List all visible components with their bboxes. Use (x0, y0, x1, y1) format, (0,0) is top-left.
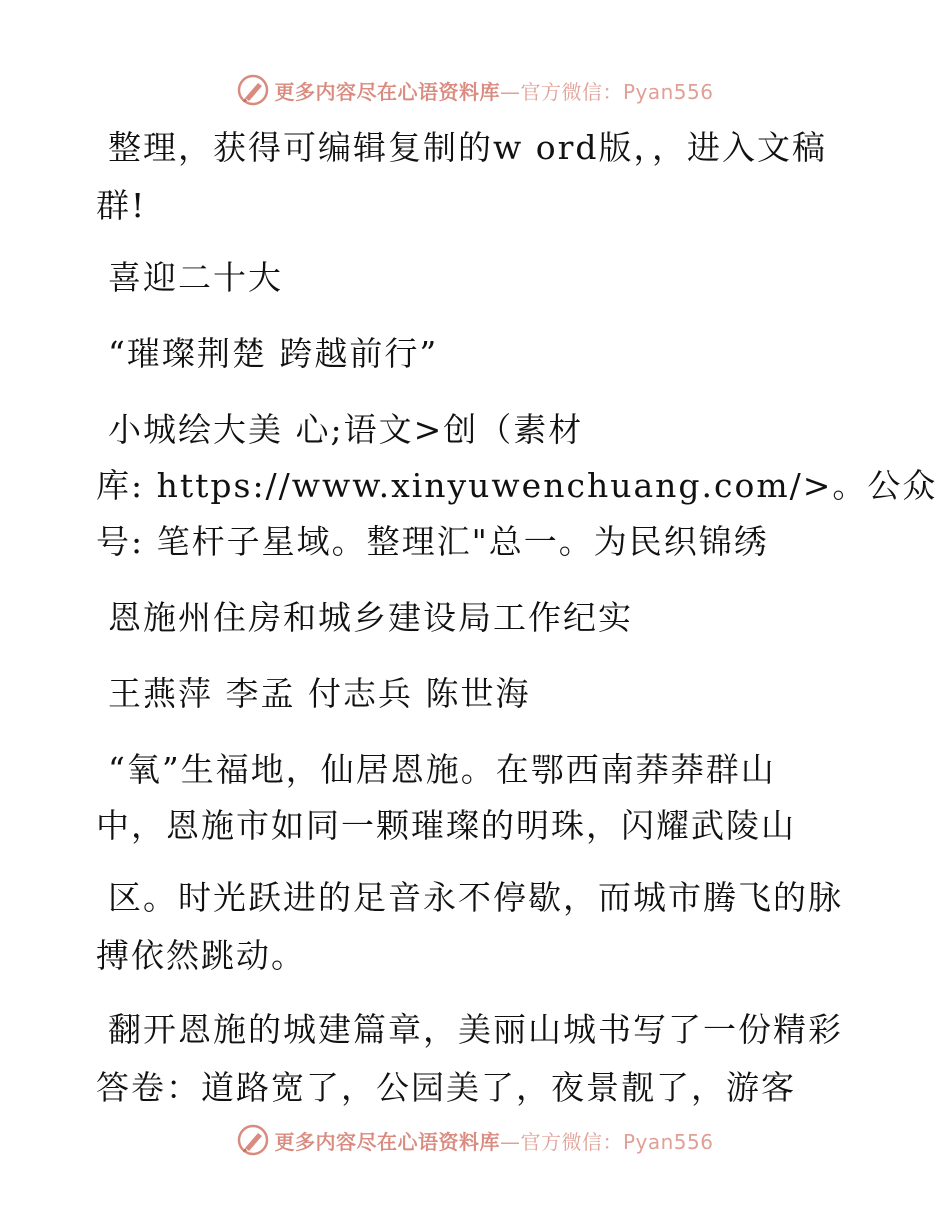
heading-line: “璀璨荆楚 跨越前行” (108, 334, 439, 373)
text-line: 整理，获得可编辑复制的w ord版，，进入文稿 (108, 128, 828, 167)
text-line: 号: 笔杆子星域。整理汇"总一。为民织锦绣 (96, 522, 769, 561)
watermark-footer (0, 1120, 950, 1160)
text-line: “氧”生福地，仙居恩施。在鄂西南莽莽群山 (108, 750, 776, 789)
text-line: 中，恩施市如同一颗璀璨的明珠，闪耀武陵山 (96, 806, 796, 845)
text-line: 小城绘大美 心;语文>创（素材 (108, 410, 584, 449)
pen-logo-icon (236, 1123, 270, 1157)
watermark-text: 更多内容尽在心语资料库—官方微信：Pyan556 (274, 1129, 714, 1154)
author-line: 王燕萍 李孟 付志兵 陈世海 (108, 674, 531, 713)
text-line: 库: https://www.xinyuwenchuang.com/>。公众 (96, 466, 938, 505)
heading-line: 恩施州住房和城乡建设局工作纪实 (108, 598, 633, 637)
watermark-header (0, 70, 950, 110)
text-line: 答卷：道路宽了，公园美了，夜景靓了，游客 (96, 1068, 796, 1107)
pen-logo-icon (236, 73, 270, 107)
text-line: 群! (96, 186, 147, 225)
text-line: 区。时光跃进的足音永不停歇，而城市腾飞的脉 (108, 878, 843, 917)
text-line: 翻开恩施的城建篇章，美丽山城书写了一份精彩 (108, 1010, 843, 1049)
watermark-text: 更多内容尽在心语资料库—官方微信：Pyan556 (274, 79, 714, 104)
text-line: 搏依然跳动。 (96, 936, 306, 975)
heading-line: 喜迎二十大 (108, 258, 283, 297)
